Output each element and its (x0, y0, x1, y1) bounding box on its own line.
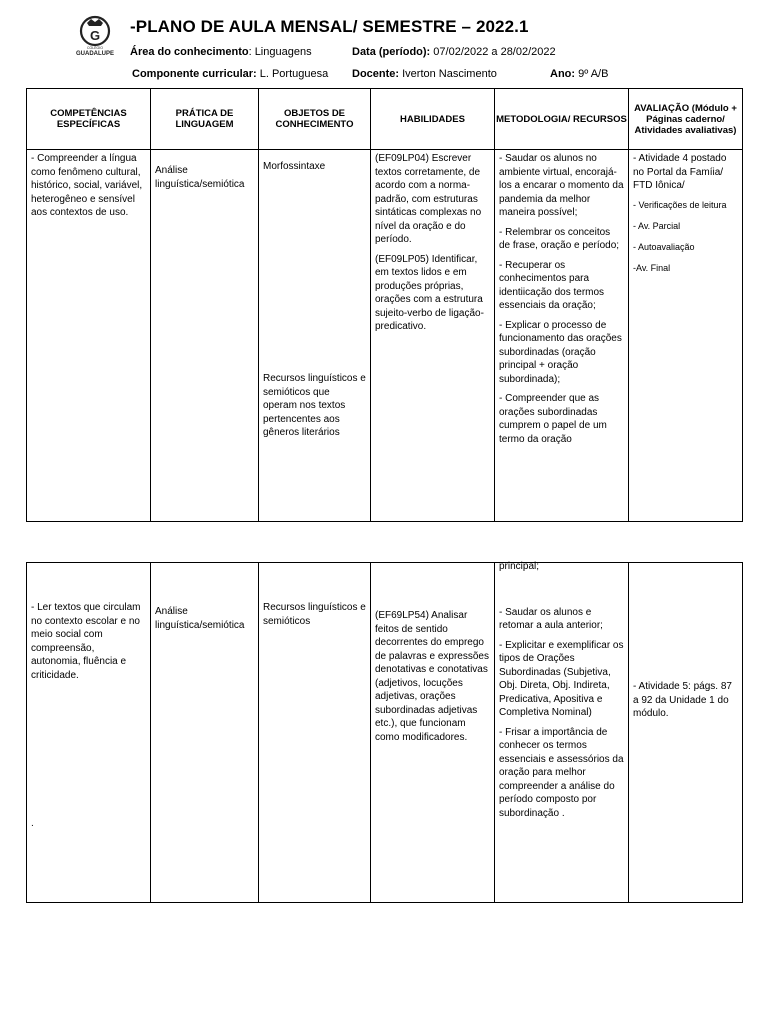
competencias-cell: - Compreender a língua como fenômeno cultural, histórico, social, variável, heterogêneo e sensível aos contextos de uso. (31, 153, 143, 218)
table-row (27, 150, 743, 522)
habilidade-ef09lp05: (EF09LP05) Identificar, em textos lidos e em produções próprias, orações com a estrutura sujeito-verbo de ligação-predicativo. (375, 253, 484, 332)
table-header-row (27, 89, 743, 150)
metodologia-item: - Saudar os alunos no ambiente virtual, encorajá-los a encarar o momento da pandemia da melhor maneira possível; (499, 153, 624, 218)
avaliacao-item: - Verificações de leitura (633, 199, 727, 210)
objeto-cell: Recursos linguísticos e semióticos (263, 602, 366, 627)
school-logo (72, 14, 118, 58)
objeto-recursos: Recursos linguísticos e semióticos que operam nos textos pertencentes aos gêneros literários (263, 373, 366, 438)
pratica-cell: Análise linguística/semiótica (155, 606, 245, 631)
metodologia-cell (495, 560, 628, 820)
avaliacao-item: - Atividade 4 postado no Portal da Famíia/ FTD Iônica/ (633, 153, 727, 191)
lesson-plan-table-1 (26, 88, 743, 522)
habilidade-ef69lp54: (EF69LP54) Analisar feitos de sentido decorrentes do emprego de palavras e expressões denotativas e conotativas (adjetivos, locuções adjetivas, orações subordinadas adjetivas etc.), que funcionam como modificadores. (375, 610, 489, 743)
curricular-component: Componente curricular: L. Portuguesa (132, 68, 329, 80)
header-habilidades: HABILIDADES (371, 89, 495, 150)
metodologia-cell (495, 150, 628, 446)
metodologia-item: - Relembrar os conceitos de frase, oração e período; (499, 226, 620, 251)
avaliacao-item: - Autoavaliação (633, 241, 695, 252)
metodologia-item: - Explicar o processo de funcionamento das orações subordinadas (oração principal + oração subordinada); (499, 319, 622, 385)
header-metodologia: METODOLOGIA/ RECURSOS (495, 89, 629, 150)
svg-text:COLÉGIO: COLÉGIO (87, 46, 103, 50)
table-row (27, 563, 743, 903)
avaliacao-item: -Av. Final (633, 262, 671, 273)
header-pratica: PRÁTICA DE LINGUAGEM (151, 89, 259, 150)
page-title: -PLANO DE AULA MENSAL/ SEMESTRE – 2022.1 (130, 17, 529, 36)
lesson-plan-table-2 (26, 562, 743, 903)
avaliacao-item: - Av. Parcial (633, 220, 681, 231)
header-avaliacao: AVALIAÇÃO (Módulo + Páginas caderno/ Atividades avaliativas) (629, 89, 743, 150)
avaliacao-cell (629, 150, 742, 274)
metodologia-item: - Compreender que as orações subordinadas cumprem o papel de um termo da oração (499, 393, 607, 445)
metodologia-item: - Frisar a importância de conhecer os termos essenciais e assessórios da oração para melhor compreender a análise do período composto por subordinação . (499, 726, 624, 819)
habilidade-ef09lp04: (EF09LP04) Escrever textos corretamente, de acordo com a norma-padrão, com estruturas sintáticas complexas no nível da oração e do período. (375, 153, 482, 245)
pratica-cell: Análise linguística/semiótica (155, 165, 245, 190)
metodologia-item: - Saudar os alunos e retomar a aula anterior; (499, 606, 603, 631)
period: Data (período): 07/02/2022 a 28/02/2022 (352, 46, 556, 58)
teacher: Docente: Iverton Nascimento (352, 68, 497, 80)
svg-text:GUADALUPE: GUADALUPE (75, 51, 115, 57)
header-competencias: COMPETÊNCIAS ESPECÍFICAS (27, 89, 151, 150)
competencias-cell: - Ler textos que circulam no contexto escolar e no meio social com compreensão, autonomia, fluência e criticidade. (31, 602, 141, 681)
metodologia-item: principal; (499, 561, 540, 572)
svg-text:G: G (89, 28, 101, 43)
objeto-morfossintaxe: Morfossintaxe (263, 161, 326, 172)
competencias-dot: . (31, 818, 34, 829)
grade-year: Ano: 9º A/B (550, 68, 609, 80)
knowledge-area: Área do conhecimento: Linguagens (130, 46, 312, 58)
metodologia-item: - Explicitar e exemplificar os tipos de Orações Subordinadas (Subjetiva, Obj. Direta, Obj. Indireta, Predicativa, Apositiva e Completiva Nominal) (499, 639, 624, 718)
header-objetos: OBJETOS DE CONHECIMENTO (259, 89, 371, 150)
avaliacao-cell: - Atividade 5: págs. 87 a 92 da Unidade 1 do módulo. (633, 681, 732, 719)
metodologia-item: - Recuperar os conhecimentos para identiicação dos termos essenciais da oração; (499, 259, 605, 311)
